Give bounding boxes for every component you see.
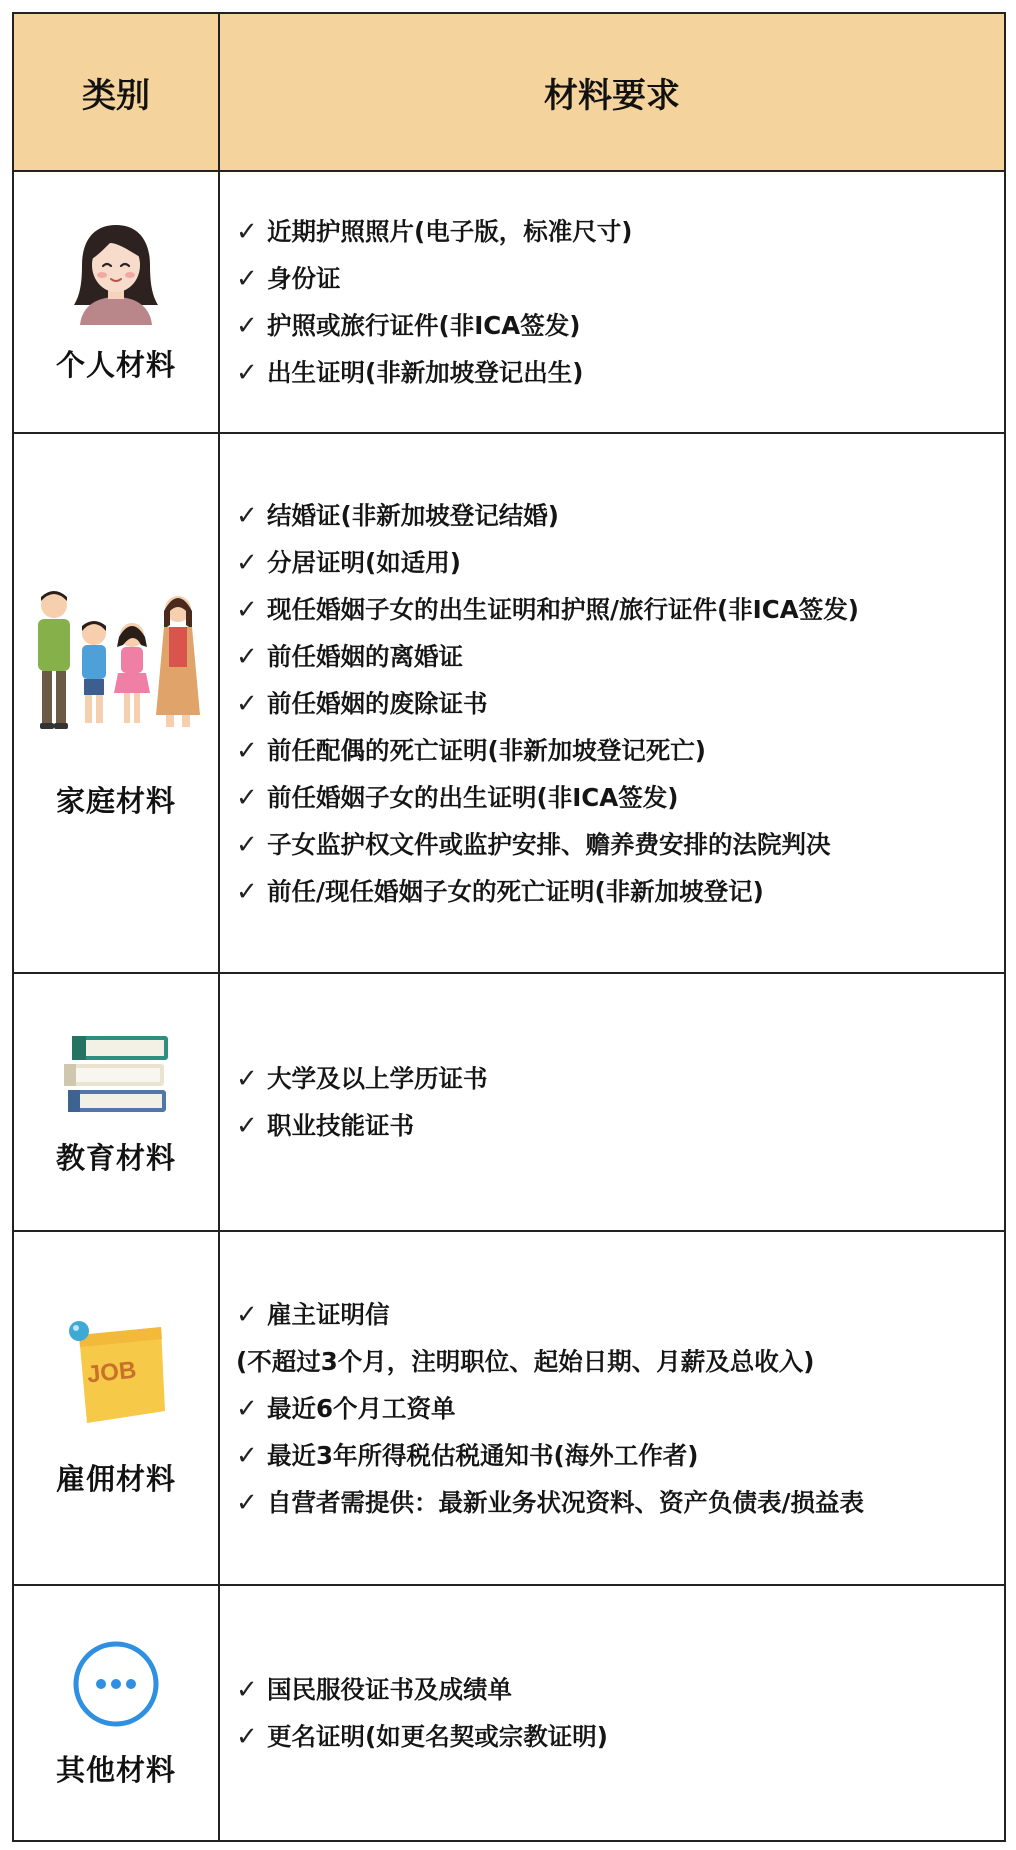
requirements-cell-employment [219, 1231, 1005, 1585]
item-text: 自营者需提供：最新业务状况资料、资产负债表/损益表 [267, 1487, 864, 1517]
check-mark-icon: ✓ [236, 829, 258, 860]
list-item [236, 868, 1004, 915]
table-header-row [13, 13, 1005, 171]
materials-table [12, 12, 1006, 1842]
category-label-personal: 个人材料 [55, 347, 176, 382]
list-item [236, 1432, 1004, 1479]
item-text: 出生证明(非新加坡登记出生) [267, 358, 584, 387]
item-text: 前任/现任婚姻子女的死亡证明(非新加坡登记) [267, 876, 764, 906]
item-text: 职业技能证书 [267, 1111, 414, 1140]
list-item [236, 492, 1004, 539]
item-text: 身份证 [267, 264, 341, 293]
requirements-list-other [236, 1666, 1004, 1760]
check-mark-icon: ✓ [236, 641, 258, 672]
category-label-education: 教育材料 [55, 1140, 176, 1175]
check-mark-icon: ✓ [236, 876, 258, 907]
requirements-list-family [236, 492, 1004, 915]
check-mark-icon: ✓ [236, 264, 258, 294]
list-item [236, 1713, 1004, 1760]
list-item [236, 1102, 1004, 1149]
category-cell-other [13, 1585, 219, 1841]
item-text: 最近3年所得税估税通知书(海外工作者) [267, 1440, 699, 1470]
woman-avatar-icon [70, 221, 162, 329]
item-text: 最近6个月工资单 [267, 1393, 456, 1423]
list-item [236, 255, 1004, 302]
list-item [236, 586, 1004, 633]
check-mark-icon: ✓ [236, 688, 258, 719]
list-item [236, 1479, 1004, 1526]
requirements-list-employment [236, 1291, 1004, 1526]
requirements-cell-family [219, 433, 1005, 973]
category-cell-personal [13, 171, 219, 433]
list-item-note: (不超过3个月，注明职位、起始日期、月薪及总收入) [236, 1346, 815, 1376]
check-mark-icon: ✓ [236, 1440, 258, 1471]
item-text: 结婚证(非新加坡登记结婚) [267, 500, 559, 530]
list-item [236, 1666, 1004, 1713]
materials-sheet [12, 12, 1004, 1838]
list-item [236, 1055, 1004, 1102]
list-item [236, 774, 1004, 821]
category-cell-employment [13, 1231, 219, 1585]
item-text: 分居证明(如适用) [267, 547, 461, 577]
category-label-family: 家庭材料 [55, 783, 176, 818]
header-category: 类别 [13, 13, 219, 171]
list-item [236, 1385, 1004, 1432]
check-mark-icon: ✓ [236, 500, 258, 531]
list-item [236, 539, 1004, 586]
check-mark-icon: ✓ [236, 358, 258, 388]
check-mark-icon: ✓ [236, 1299, 258, 1330]
check-mark-icon: ✓ [236, 735, 258, 766]
requirements-cell-other [219, 1585, 1005, 1841]
check-mark-icon: ✓ [236, 217, 258, 247]
check-mark-icon: ✓ [236, 782, 258, 813]
check-mark-icon: ✓ [236, 1111, 258, 1141]
requirements-list-personal [236, 208, 1004, 396]
check-mark-icon: ✓ [236, 1722, 258, 1752]
list-item [236, 821, 1004, 868]
item-text: 雇主证明信 [267, 1299, 390, 1329]
list-item [236, 208, 1004, 255]
family-icon [28, 587, 204, 741]
table-row-other [13, 1585, 1005, 1841]
item-text: 国民服役证书及成绩单 [267, 1675, 512, 1704]
list-item [236, 727, 1004, 774]
item-text: 护照或旅行证件(非ICA签发) [267, 311, 581, 340]
job-note-text: JOB [85, 1355, 138, 1389]
category-cell-education [13, 973, 219, 1231]
header-requirements: 材料要求 [219, 13, 1005, 171]
table-row-education [13, 973, 1005, 1231]
item-text: 前任婚姻子女的出生证明(非ICA签发) [267, 782, 679, 812]
check-mark-icon: ✓ [236, 1393, 258, 1424]
check-mark-icon: ✓ [236, 1064, 258, 1094]
check-mark-icon: ✓ [236, 311, 258, 341]
list-item [236, 349, 1004, 396]
more-dots-icon [70, 1638, 162, 1734]
requirements-cell-education [219, 973, 1005, 1231]
table-row-personal [13, 171, 1005, 433]
list-item [236, 1291, 1004, 1338]
item-text: 大学及以上学历证书 [267, 1064, 488, 1093]
list-item [236, 680, 1004, 727]
item-text: 更名证明(如更名契或宗教证明) [267, 1722, 608, 1751]
check-mark-icon: ✓ [236, 1675, 258, 1705]
item-text: 子女监护权文件或监护安排、赡养费安排的法院判决 [267, 829, 831, 859]
category-cell-family [13, 433, 219, 973]
books-icon [60, 1028, 172, 1122]
table-row-employment [13, 1231, 1005, 1585]
item-text: 前任配偶的死亡证明(非新加坡登记死亡) [267, 735, 706, 765]
table-row-family [13, 433, 1005, 973]
check-mark-icon: ✓ [236, 1487, 258, 1518]
requirements-list-education [236, 1055, 1004, 1149]
category-label-other: 其他材料 [55, 1752, 176, 1787]
list-item [236, 633, 1004, 680]
check-mark-icon: ✓ [236, 594, 258, 625]
item-text: 现任婚姻子女的出生证明和护照/旅行证件(非ICA签发) [267, 594, 859, 624]
check-mark-icon: ✓ [236, 547, 258, 578]
list-item [236, 302, 1004, 349]
item-text: 近期护照照片(电子版，标准尺寸) [267, 217, 633, 246]
job-note-icon [61, 1319, 171, 1429]
item-text: 前任婚姻的离婚证 [267, 641, 463, 671]
requirements-cell-personal [219, 171, 1005, 433]
item-text: 前任婚姻的废除证书 [267, 688, 488, 718]
category-label-employment: 雇佣材料 [55, 1461, 176, 1496]
